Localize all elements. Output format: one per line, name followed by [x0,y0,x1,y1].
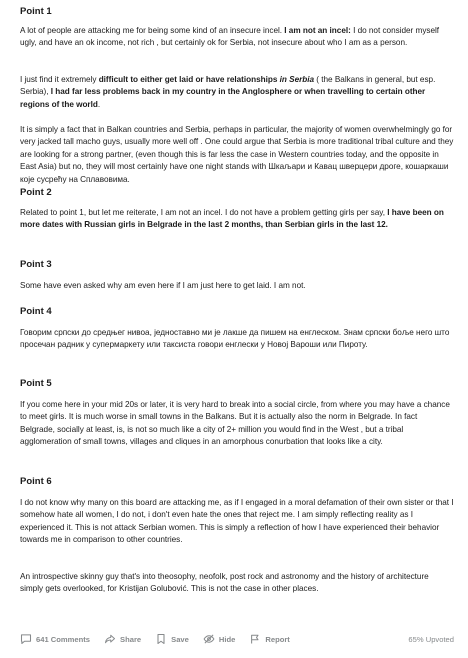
text-run: Some have even asked why am even here if I am just here to get laid. I am not. [20,281,306,290]
paragraph-text [20,571,454,596]
paragraph-text [20,280,454,292]
hide-button[interactable] [203,633,235,645]
text-run: Говорим српски до средњег нивоа, једноставно ми је лакше да пишем на енглеском. Знам српски боље него што просечан радник у супермаркету или таксиста говори енглески у Новој Вароши или Пироту. [20,328,450,350]
paragraph [20,207,454,232]
report-label: Report [265,634,290,644]
text-run: I do not consider myself ugly, and have an ok income, not rich , but certainly ok for Serbia, not insecure about who I am as a person. [20,26,440,48]
section-heading: Point 6 [20,476,52,487]
paragraph [20,124,454,186]
section-heading: Point 2 [20,187,52,198]
paragraph [20,25,454,50]
bold-text: I have been on more dates with Russian girls in Belgrade in the last 2 months, than Serbian girls in the last 12. [20,208,444,230]
share-icon [104,633,116,645]
paragraph-text [20,207,454,232]
paragraph-text [20,74,454,111]
text-run: Related to point 1, but let me reiterate, I am not an incel. I do not have a problem getting girls per say, [20,208,388,217]
section-heading: Point 5 [20,378,52,389]
paragraph [20,399,454,449]
upvote-ratio: 65% Upvoted [408,634,454,644]
text-run: I just find it extremely [20,75,99,84]
section-heading: Point 1 [20,6,52,17]
post-action-bar [20,629,454,649]
text-run: If you come here in your mid 20s or later, it is very hard to break into a social circle, from where you may have a chance to meet girls. It is much worse in small towns in the Balkans. But it is actually also the norm in Belgrade. In fact Belgrade, socially at least, is, is not so much like a city of 2+ million you would find in the West , but a tribal agglomeration of small towns, villages and cliques in an amorphous conurbation that looks like a city. [20,400,450,447]
flag-icon [249,633,261,645]
paragraph-text [20,25,454,50]
section-point-4 [20,306,454,318]
bold-text: in Serbia [279,75,315,84]
bold-text: I had far less problems back in my country in the Anglosphere or when travelling to certain other regions of the world [20,87,426,109]
section-point-5 [20,378,454,390]
comment-icon [20,633,32,645]
save-label: Save [171,634,189,644]
paragraph [20,571,454,596]
bold-text: difficult to either get laid or have relationships [98,75,280,84]
section-heading: Point 3 [20,259,52,270]
comments-label: 641 Comments [36,634,91,644]
text-run: . [97,99,101,109]
section-point-2 [20,187,454,199]
hide-label: Hide [218,634,236,644]
paragraph-text [20,327,454,352]
paragraph [20,280,454,292]
eye-off-icon [203,633,215,645]
paragraph-text [20,124,454,186]
paragraph-text [20,497,454,547]
section-point-3 [20,259,454,271]
section-heading: Point 4 [20,306,52,317]
text-run: It is simply a fact that in Balkan countries and Serbia, perhaps in particular, the majority of women overwhelmingly go for very jacked tall macho guys, usually more well off . One could argue that Serbia is more traditional tribal culture and they are looking for a strong partner, (even though this is far less the case in Western countries today, and the opposite in East Asia) but no, they will most certainly have one night stands with Шкаљари и Кавац шверцери дроге, кошаркаши које сусрећу на Сплавовима. [20,125,454,184]
bookmark-icon [155,633,167,645]
report-button[interactable] [249,633,289,645]
text-run: I do not know why many on this board are attacking me, as if I engaged in a moral defamation of their own sister or that I somehow hate all women, I do not, i don't even hate the ones that reject me. I am simply reflecting reality as I experienced it. This is not attack Serbian women. This is simply a reflection of how I have experienced their behavior towards me in comparison to other countries. [20,498,454,545]
bold-text: I am not an incel: [284,26,351,35]
save-button[interactable] [155,633,189,645]
share-label: Share [120,634,142,644]
share-button[interactable] [104,633,141,645]
text-run: A lot of people are attacking me for being some kind of an insecure incel. [20,26,285,35]
paragraph [20,74,454,111]
text-run: An introspective skinny guy that's into theosophy, neofolk, post rock and astronomy and the history of architecture simply gets overlooked, for Kristijan Golubović. This is not the case in other places. [20,572,429,594]
comments-button[interactable] [20,633,90,645]
section-point-1 [20,6,454,18]
paragraph-text [20,399,454,449]
paragraph [20,327,454,352]
section-point-6 [20,476,454,488]
paragraph [20,497,454,547]
text-run: ( the Balkans in general, but esp. Serbia), [20,75,436,97]
